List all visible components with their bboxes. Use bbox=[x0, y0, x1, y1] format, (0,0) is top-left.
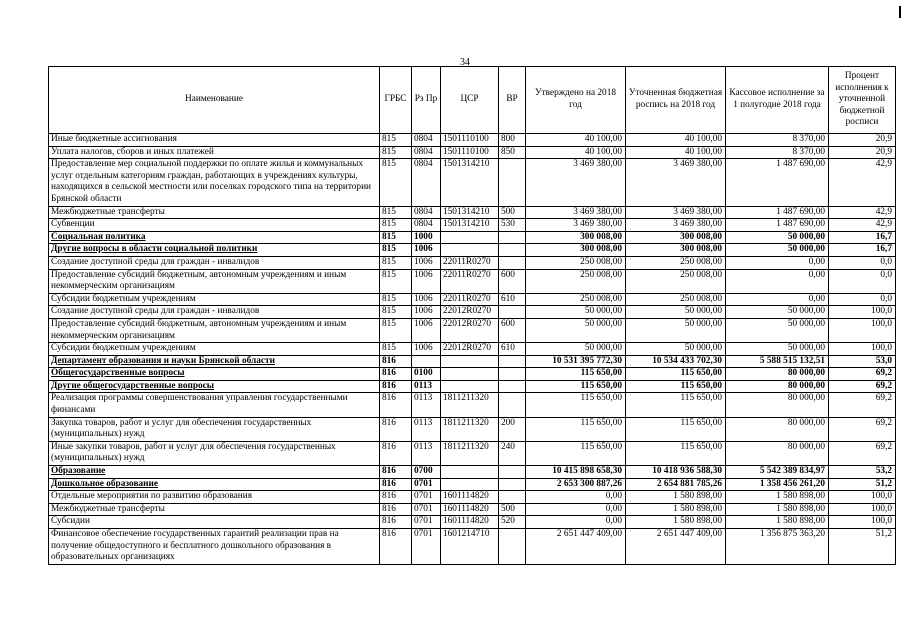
table-row bbox=[49, 244, 896, 257]
cell-name: Предоставление субсидий бюджетным, автономным учреждениям и иным некоммерческим организациям bbox=[49, 318, 380, 342]
cell-percent: 69,2 bbox=[829, 441, 896, 465]
cell-percent: 69,2 bbox=[829, 380, 896, 393]
cell-percent: 0,0 bbox=[829, 256, 896, 269]
cell-specified: 40 100,00 bbox=[626, 146, 726, 159]
cell-cash: 1 356 875 363,20 bbox=[726, 529, 829, 565]
cell-cash: 0,00 bbox=[726, 256, 829, 269]
cell-specified: 10 418 936 588,30 bbox=[626, 466, 726, 479]
cell-approved: 3 469 380,00 bbox=[526, 206, 626, 219]
cell-rzpr: 0113 bbox=[412, 417, 441, 441]
budget-table bbox=[48, 66, 896, 565]
cell-grbs: 815 bbox=[380, 134, 412, 147]
cell-grbs: 815 bbox=[380, 318, 412, 342]
cell-grbs: 815 bbox=[380, 219, 412, 232]
cell-name: Предоставление мер социальной поддержки по оплате жилья и коммунальных услуг отдельным категориям граждан, работающих в учреждениях культуры, находящихся в сельской местности или поселках городского типа на территории Брянской области bbox=[49, 159, 380, 206]
cell-csr: 1601114820 bbox=[441, 503, 499, 516]
cell-csr: 1501110100 bbox=[441, 146, 499, 159]
cell-percent: 100,0 bbox=[829, 491, 896, 504]
cell-cash: 50 000,00 bbox=[726, 306, 829, 319]
cell-approved: 50 000,00 bbox=[526, 318, 626, 342]
table-row bbox=[49, 293, 896, 306]
cell-rzpr: 0804 bbox=[412, 159, 441, 206]
table-row bbox=[49, 343, 896, 356]
cell-specified: 2 654 881 785,26 bbox=[626, 478, 726, 491]
cell-specified: 300 008,00 bbox=[626, 244, 726, 257]
cell-rzpr: 0701 bbox=[412, 529, 441, 565]
cell-vr bbox=[499, 231, 526, 244]
cell-approved: 115 650,00 bbox=[526, 380, 626, 393]
cell-vr bbox=[499, 466, 526, 479]
cell-vr: 500 bbox=[499, 503, 526, 516]
cell-percent: 20,9 bbox=[829, 134, 896, 147]
cell-rzpr: 0100 bbox=[412, 368, 441, 381]
cell-grbs: 816 bbox=[380, 393, 412, 417]
cell-grbs: 815 bbox=[380, 293, 412, 306]
cell-cash: 80 000,00 bbox=[726, 441, 829, 465]
cell-csr: 1811211320 bbox=[441, 417, 499, 441]
cell-rzpr: 0701 bbox=[412, 478, 441, 491]
cell-approved: 50 000,00 bbox=[526, 343, 626, 356]
cell-grbs: 815 bbox=[380, 146, 412, 159]
cell-approved: 115 650,00 bbox=[526, 393, 626, 417]
cell-rzpr: 0113 bbox=[412, 393, 441, 417]
cell-name: Финансовое обеспечение государственных гарантий реализации прав на получение общедоступного и бесплатного дошкольного образования в образовательных организациях bbox=[49, 529, 380, 565]
cell-grbs: 815 bbox=[380, 256, 412, 269]
cell-approved: 300 008,00 bbox=[526, 231, 626, 244]
cell-grbs: 816 bbox=[380, 478, 412, 491]
cell-specified: 10 534 433 702,30 bbox=[626, 355, 726, 368]
cell-percent: 69,2 bbox=[829, 417, 896, 441]
cell-grbs: 816 bbox=[380, 368, 412, 381]
cell-csr bbox=[441, 380, 499, 393]
cell-specified: 50 000,00 bbox=[626, 306, 726, 319]
cell-specified: 3 469 380,00 bbox=[626, 159, 726, 206]
cell-csr: 22011R0270 bbox=[441, 256, 499, 269]
cell-name: Субсидии bbox=[49, 516, 380, 529]
cell-vr bbox=[499, 368, 526, 381]
cell-vr: 240 bbox=[499, 441, 526, 465]
cell-percent: 100,0 bbox=[829, 503, 896, 516]
cell-vr: 600 bbox=[499, 269, 526, 293]
cell-grbs: 816 bbox=[380, 491, 412, 504]
table-row bbox=[49, 441, 896, 465]
cell-percent: 100,0 bbox=[829, 306, 896, 319]
cell-specified: 40 100,00 bbox=[626, 134, 726, 147]
cell-vr bbox=[499, 355, 526, 368]
cell-cash: 1 487 690,00 bbox=[726, 219, 829, 232]
cell-name: Предоставление субсидий бюджетным, автономным учреждениям и иным некоммерческим организациям bbox=[49, 269, 380, 293]
table-row bbox=[49, 491, 896, 504]
cell-percent: 100,0 bbox=[829, 343, 896, 356]
cell-rzpr: 0804 bbox=[412, 206, 441, 219]
cell-csr: 22012R0270 bbox=[441, 306, 499, 319]
cell-vr bbox=[499, 491, 526, 504]
cell-csr: 22011R0270 bbox=[441, 269, 499, 293]
cell-approved: 115 650,00 bbox=[526, 441, 626, 465]
cell-rzpr: 0700 bbox=[412, 466, 441, 479]
cell-csr: 22012R0270 bbox=[441, 318, 499, 342]
cell-percent: 42,9 bbox=[829, 159, 896, 206]
cell-cash: 0,00 bbox=[726, 269, 829, 293]
edge-mark bbox=[899, 6, 901, 18]
cell-cash: 50 000,00 bbox=[726, 343, 829, 356]
cell-csr: 1811211320 bbox=[441, 441, 499, 465]
cell-rzpr: 1006 bbox=[412, 293, 441, 306]
table-row bbox=[49, 206, 896, 219]
cell-rzpr: 1000 bbox=[412, 231, 441, 244]
cell-rzpr: 0804 bbox=[412, 134, 441, 147]
cell-specified: 1 580 898,00 bbox=[626, 503, 726, 516]
cell-specified: 1 580 898,00 bbox=[626, 491, 726, 504]
cell-grbs: 816 bbox=[380, 516, 412, 529]
cell-grbs: 815 bbox=[380, 269, 412, 293]
cell-cash: 50 000,00 bbox=[726, 231, 829, 244]
cell-approved: 10 415 898 658,30 bbox=[526, 466, 626, 479]
cell-cash: 1 358 456 261,20 bbox=[726, 478, 829, 491]
cell-vr: 600 bbox=[499, 318, 526, 342]
cell-approved: 50 000,00 bbox=[526, 306, 626, 319]
cell-name: Социальная политика bbox=[49, 231, 380, 244]
cell-grbs: 816 bbox=[380, 380, 412, 393]
cell-percent: 20,9 bbox=[829, 146, 896, 159]
cell-specified: 300 008,00 bbox=[626, 231, 726, 244]
cell-vr: 200 bbox=[499, 417, 526, 441]
cell-name: Субсидии бюджетным учреждениям bbox=[49, 343, 380, 356]
cell-cash: 8 370,00 bbox=[726, 134, 829, 147]
cell-cash: 50 000,00 bbox=[726, 244, 829, 257]
cell-rzpr: 1006 bbox=[412, 318, 441, 342]
cell-approved: 115 650,00 bbox=[526, 368, 626, 381]
cell-approved: 3 469 380,00 bbox=[526, 219, 626, 232]
cell-percent: 16,7 bbox=[829, 231, 896, 244]
cell-specified: 2 651 447 409,00 bbox=[626, 529, 726, 565]
cell-grbs: 815 bbox=[380, 244, 412, 257]
cell-cash: 80 000,00 bbox=[726, 417, 829, 441]
cell-rzpr: 0804 bbox=[412, 146, 441, 159]
header-approved: Утверждено на 2018 год bbox=[526, 67, 626, 134]
cell-csr bbox=[441, 355, 499, 368]
cell-vr bbox=[499, 244, 526, 257]
cell-cash: 1 487 690,00 bbox=[726, 159, 829, 206]
cell-percent: 100,0 bbox=[829, 516, 896, 529]
cell-approved: 250 008,00 bbox=[526, 256, 626, 269]
cell-approved: 0,00 bbox=[526, 516, 626, 529]
cell-cash: 1 487 690,00 bbox=[726, 206, 829, 219]
table-row bbox=[49, 529, 896, 565]
cell-vr bbox=[499, 159, 526, 206]
cell-rzpr: 0113 bbox=[412, 380, 441, 393]
page-number: 34 bbox=[460, 57, 470, 68]
cell-specified: 250 008,00 bbox=[626, 269, 726, 293]
cell-grbs: 815 bbox=[380, 306, 412, 319]
cell-percent: 51,2 bbox=[829, 478, 896, 491]
cell-cash: 80 000,00 bbox=[726, 380, 829, 393]
cell-grbs: 816 bbox=[380, 441, 412, 465]
cell-approved: 3 469 380,00 bbox=[526, 159, 626, 206]
table-row bbox=[49, 306, 896, 319]
cell-percent: 42,9 bbox=[829, 206, 896, 219]
cell-rzpr: 0113 bbox=[412, 441, 441, 465]
cell-specified: 3 469 380,00 bbox=[626, 219, 726, 232]
cell-cash: 1 580 898,00 bbox=[726, 491, 829, 504]
table-row bbox=[49, 380, 896, 393]
cell-grbs: 815 bbox=[380, 159, 412, 206]
cell-csr: 1811211320 bbox=[441, 393, 499, 417]
cell-name: Субсидии бюджетным учреждениям bbox=[49, 293, 380, 306]
cell-csr bbox=[441, 478, 499, 491]
cell-specified: 115 650,00 bbox=[626, 441, 726, 465]
cell-grbs: 816 bbox=[380, 355, 412, 368]
cell-vr bbox=[499, 478, 526, 491]
cell-rzpr: 1006 bbox=[412, 306, 441, 319]
cell-rzpr bbox=[412, 355, 441, 368]
table-row bbox=[49, 146, 896, 159]
cell-approved: 0,00 bbox=[526, 503, 626, 516]
cell-grbs: 816 bbox=[380, 529, 412, 565]
cell-name: Уплата налогов, сборов и иных платежей bbox=[49, 146, 380, 159]
header-rzpr: Рз Пр bbox=[412, 67, 441, 134]
table-row bbox=[49, 355, 896, 368]
cell-percent: 53,0 bbox=[829, 355, 896, 368]
table-row bbox=[49, 417, 896, 441]
cell-cash: 0,00 bbox=[726, 293, 829, 306]
cell-approved: 2 653 300 887,26 bbox=[526, 478, 626, 491]
cell-name: Межбюджетные трансферты bbox=[49, 503, 380, 516]
header-grbs: ГРБС bbox=[380, 67, 412, 134]
cell-grbs: 815 bbox=[380, 231, 412, 244]
cell-csr: 1501110100 bbox=[441, 134, 499, 147]
cell-name: Другие общегосударственные вопросы bbox=[49, 380, 380, 393]
cell-name: Закупка товаров, работ и услуг для обеспечения государственных (муниципальных) нужд bbox=[49, 417, 380, 441]
table-row bbox=[49, 466, 896, 479]
cell-rzpr: 1006 bbox=[412, 343, 441, 356]
cell-cash: 5 542 389 834,97 bbox=[726, 466, 829, 479]
cell-vr bbox=[499, 256, 526, 269]
cell-csr: 1601214710 bbox=[441, 529, 499, 565]
cell-rzpr: 0701 bbox=[412, 491, 441, 504]
table-header-row bbox=[49, 67, 896, 134]
cell-vr bbox=[499, 393, 526, 417]
cell-specified: 50 000,00 bbox=[626, 343, 726, 356]
cell-csr bbox=[441, 231, 499, 244]
cell-approved: 2 651 447 409,00 bbox=[526, 529, 626, 565]
cell-name: Создание доступной среды для граждан - инвалидов bbox=[49, 306, 380, 319]
cell-grbs: 816 bbox=[380, 503, 412, 516]
cell-approved: 250 008,00 bbox=[526, 269, 626, 293]
cell-specified: 3 469 380,00 bbox=[626, 206, 726, 219]
cell-csr: 1501314210 bbox=[441, 159, 499, 206]
cell-percent: 69,2 bbox=[829, 393, 896, 417]
table-row bbox=[49, 478, 896, 491]
cell-specified: 50 000,00 bbox=[626, 318, 726, 342]
cell-vr: 610 bbox=[499, 343, 526, 356]
cell-vr: 800 bbox=[499, 134, 526, 147]
cell-cash: 8 370,00 bbox=[726, 146, 829, 159]
cell-percent: 0,0 bbox=[829, 269, 896, 293]
cell-name: Реализация программы совершенствования управления государственными финансами bbox=[49, 393, 380, 417]
cell-name: Дошкольное образование bbox=[49, 478, 380, 491]
cell-name: Иные бюджетные ассигнования bbox=[49, 134, 380, 147]
header-cash: Кассовое исполнение за 1 полугодие 2018 года bbox=[726, 67, 829, 134]
cell-rzpr: 0701 bbox=[412, 503, 441, 516]
cell-name: Образование bbox=[49, 466, 380, 479]
cell-csr: 1501314210 bbox=[441, 206, 499, 219]
cell-specified: 250 008,00 bbox=[626, 256, 726, 269]
cell-approved: 0,00 bbox=[526, 491, 626, 504]
cell-rzpr: 1006 bbox=[412, 256, 441, 269]
table-row bbox=[49, 219, 896, 232]
cell-csr: 22011R0270 bbox=[441, 293, 499, 306]
cell-vr: 530 bbox=[499, 219, 526, 232]
header-vr: ВР bbox=[499, 67, 526, 134]
cell-vr: 520 bbox=[499, 516, 526, 529]
cell-cash: 80 000,00 bbox=[726, 368, 829, 381]
cell-rzpr: 1006 bbox=[412, 269, 441, 293]
cell-percent: 42,9 bbox=[829, 219, 896, 232]
table-row bbox=[49, 231, 896, 244]
cell-specified: 115 650,00 bbox=[626, 393, 726, 417]
table-row bbox=[49, 256, 896, 269]
cell-grbs: 816 bbox=[380, 466, 412, 479]
cell-csr bbox=[441, 244, 499, 257]
cell-csr: 1501314210 bbox=[441, 219, 499, 232]
cell-grbs: 815 bbox=[380, 343, 412, 356]
cell-vr: 500 bbox=[499, 206, 526, 219]
cell-cash: 1 580 898,00 bbox=[726, 516, 829, 529]
header-name: Наименование bbox=[49, 67, 380, 134]
cell-percent: 53,2 bbox=[829, 466, 896, 479]
cell-percent: 100,0 bbox=[829, 318, 896, 342]
table-row bbox=[49, 368, 896, 381]
cell-approved: 115 650,00 bbox=[526, 417, 626, 441]
cell-csr bbox=[441, 368, 499, 381]
cell-percent: 0,0 bbox=[829, 293, 896, 306]
cell-cash: 1 580 898,00 bbox=[726, 503, 829, 516]
cell-specified: 115 650,00 bbox=[626, 417, 726, 441]
table-row bbox=[49, 393, 896, 417]
header-csr: ЦСР bbox=[441, 67, 499, 134]
cell-cash: 50 000,00 bbox=[726, 318, 829, 342]
cell-cash: 5 588 515 132,51 bbox=[726, 355, 829, 368]
cell-name: Иные закупки товаров, работ и услуг для обеспечения государственных (муниципальных) нужд bbox=[49, 441, 380, 465]
cell-vr: 850 bbox=[499, 146, 526, 159]
cell-vr bbox=[499, 380, 526, 393]
cell-percent: 51,2 bbox=[829, 529, 896, 565]
cell-name: Субвенции bbox=[49, 219, 380, 232]
cell-approved: 10 531 395 772,30 bbox=[526, 355, 626, 368]
cell-rzpr: 0701 bbox=[412, 516, 441, 529]
cell-approved: 40 100,00 bbox=[526, 134, 626, 147]
cell-approved: 250 008,00 bbox=[526, 293, 626, 306]
cell-approved: 300 008,00 bbox=[526, 244, 626, 257]
cell-name: Отдельные мероприятия по развитию образования bbox=[49, 491, 380, 504]
cell-percent: 16,7 bbox=[829, 244, 896, 257]
cell-vr bbox=[499, 306, 526, 319]
cell-csr: 1601114820 bbox=[441, 516, 499, 529]
cell-name: Департамент образования и науки Брянской области bbox=[49, 355, 380, 368]
table-row bbox=[49, 159, 896, 206]
table-row bbox=[49, 318, 896, 342]
cell-csr: 1601114820 bbox=[441, 491, 499, 504]
cell-vr bbox=[499, 529, 526, 565]
cell-specified: 1 580 898,00 bbox=[626, 516, 726, 529]
cell-approved: 40 100,00 bbox=[526, 146, 626, 159]
cell-csr bbox=[441, 466, 499, 479]
cell-percent: 69,2 bbox=[829, 368, 896, 381]
cell-specified: 115 650,00 bbox=[626, 380, 726, 393]
table-row bbox=[49, 134, 896, 147]
cell-specified: 250 008,00 bbox=[626, 293, 726, 306]
cell-name: Создание доступной среды для граждан - инвалидов bbox=[49, 256, 380, 269]
cell-rzpr: 0804 bbox=[412, 219, 441, 232]
cell-vr: 610 bbox=[499, 293, 526, 306]
table-row bbox=[49, 503, 896, 516]
table-row bbox=[49, 516, 896, 529]
table-row bbox=[49, 269, 896, 293]
cell-cash: 80 000,00 bbox=[726, 393, 829, 417]
cell-name: Общегосударственные вопросы bbox=[49, 368, 380, 381]
cell-grbs: 816 bbox=[380, 417, 412, 441]
cell-name: Другие вопросы в области социальной политики bbox=[49, 244, 380, 257]
cell-name: Межбюджетные трансферты bbox=[49, 206, 380, 219]
cell-grbs: 815 bbox=[380, 206, 412, 219]
cell-specified: 115 650,00 bbox=[626, 368, 726, 381]
header-percent: Процент исполнения к уточненной бюджетной росписи bbox=[829, 67, 896, 134]
cell-rzpr: 1006 bbox=[412, 244, 441, 257]
header-specified: Уточненная бюджетная роспись на 2018 год bbox=[626, 67, 726, 134]
cell-csr: 22012R0270 bbox=[441, 343, 499, 356]
